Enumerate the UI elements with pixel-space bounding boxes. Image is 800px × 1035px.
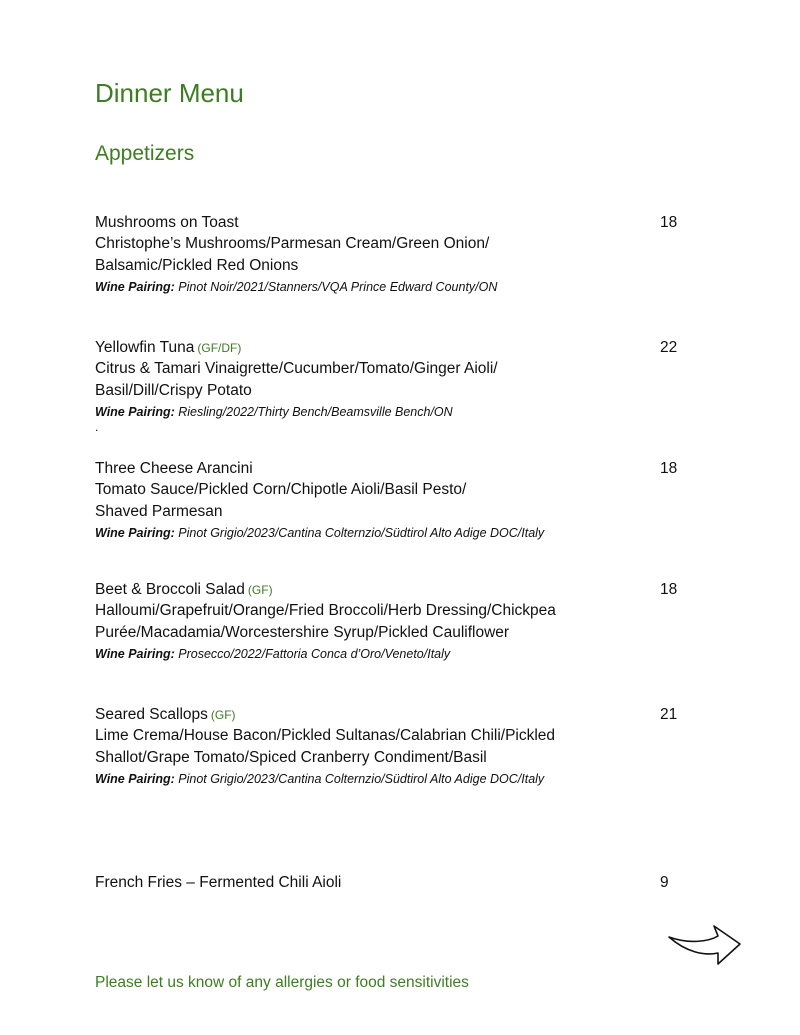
wine-pairing-label: Wine Pairing:	[95, 772, 175, 786]
menu-item-french-fries	[95, 873, 680, 893]
description-line: Halloumi/Grapefruit/Orange/Fried Broccoli/Herb Dressing/Chickpea	[95, 602, 556, 619]
description-line: Lime Crema/House Bacon/Pickled Sultanas/Calabrian Chili/Pickled	[95, 727, 556, 744]
item-price: 18	[660, 460, 678, 477]
wine-pairing-label: Wine Pairing:	[95, 647, 175, 661]
description-line: Tomato Sauce/Pickled Corn/Chipotle Aioli/Basil Pesto/	[95, 481, 467, 498]
wine-pairing	[95, 278, 680, 296]
dietary-tag: (GF)	[247, 583, 273, 597]
item-name: Mushrooms on Toast	[95, 214, 239, 231]
item-name: French Fries –	[95, 874, 195, 891]
wine-pairing	[95, 403, 680, 421]
menu-item-mushrooms-on-toast	[95, 213, 680, 296]
right-arrow-icon[interactable]	[666, 922, 744, 968]
wine-pairing-value: Prosecco/2022/Fattoria Conca d’Oro/Veneto/Italy	[178, 647, 451, 661]
item-name: Three Cheese Arancini	[95, 460, 253, 477]
item-name-wrap	[95, 873, 341, 893]
description-line: Balsamic/Pickled Red Onions	[95, 257, 299, 274]
description-line: Shaved Parmesan	[95, 503, 223, 520]
item-name-wrap	[95, 459, 253, 479]
description-line: Purée/Macadamia/Worcestershire Syrup/Pickled Cauliflower	[95, 624, 510, 641]
allergy-note: Please let us know of any allergies or food sensitivities	[95, 974, 469, 991]
stray-period: .	[95, 420, 99, 434]
wine-pairing	[95, 645, 680, 663]
wine-pairing-label: Wine Pairing:	[95, 526, 175, 540]
menu-item-beet-broccoli-salad	[95, 580, 680, 663]
section-title-appetizers: Appetizers	[95, 142, 195, 165]
item-description	[95, 600, 615, 644]
description-line: Christophe’s Mushrooms/Parmesan Cream/Green Onion/	[95, 235, 490, 252]
description-line: Basil/Dill/Crispy Potato	[95, 382, 252, 399]
dietary-tag: (GF/DF)	[197, 341, 242, 355]
item-price: 9	[660, 874, 669, 891]
item-description	[95, 358, 565, 402]
item-price: 18	[660, 214, 678, 231]
wine-pairing-value: Pinot Grigio/2023/Cantina Colternzio/Südtirol Alto Adige DOC/Italy	[178, 526, 545, 540]
description-line: Shallot/Grape Tomato/Spiced Cranberry Condiment/Basil	[95, 749, 487, 766]
item-price: 18	[660, 581, 678, 598]
wine-pairing-value: Riesling/2022/Thirty Bench/Beamsville Bench/ON	[178, 405, 453, 419]
wine-pairing-value: Pinot Noir/2021/Stanners/VQA Prince Edward County/ON	[178, 280, 498, 294]
item-name-wrap	[95, 338, 241, 358]
item-name: Yellowfin Tuna	[95, 339, 195, 356]
wine-pairing	[95, 770, 680, 788]
item-name-wrap	[95, 213, 239, 233]
item-name-wrap	[95, 705, 236, 725]
dietary-tag: (GF)	[210, 708, 236, 722]
wine-pairing	[95, 524, 680, 542]
wine-pairing-label: Wine Pairing:	[95, 405, 175, 419]
description-line: Citrus & Tamari Vinaigrette/Cucumber/Tomato/Ginger Aioli/	[95, 360, 498, 377]
menu-item-three-cheese-arancini	[95, 459, 680, 542]
wine-pairing-value: Pinot Grigio/2023/Cantina Colternzio/Südtirol Alto Adige DOC/Italy	[178, 772, 545, 786]
item-description: Fermented Chili Aioli	[199, 874, 342, 891]
page-title: Dinner Menu	[95, 78, 244, 108]
item-name: Seared Scallops	[95, 706, 208, 723]
item-name-wrap	[95, 580, 273, 600]
item-price: 21	[660, 706, 678, 723]
menu-item-yellowfin-tuna	[95, 338, 680, 433]
wine-pairing-label: Wine Pairing:	[95, 280, 175, 294]
item-name: Beet & Broccoli Salad	[95, 581, 245, 598]
item-description	[95, 479, 565, 523]
item-description	[95, 725, 615, 769]
menu-item-seared-scallops	[95, 705, 680, 788]
item-price: 22	[660, 339, 678, 356]
item-description	[95, 233, 565, 277]
